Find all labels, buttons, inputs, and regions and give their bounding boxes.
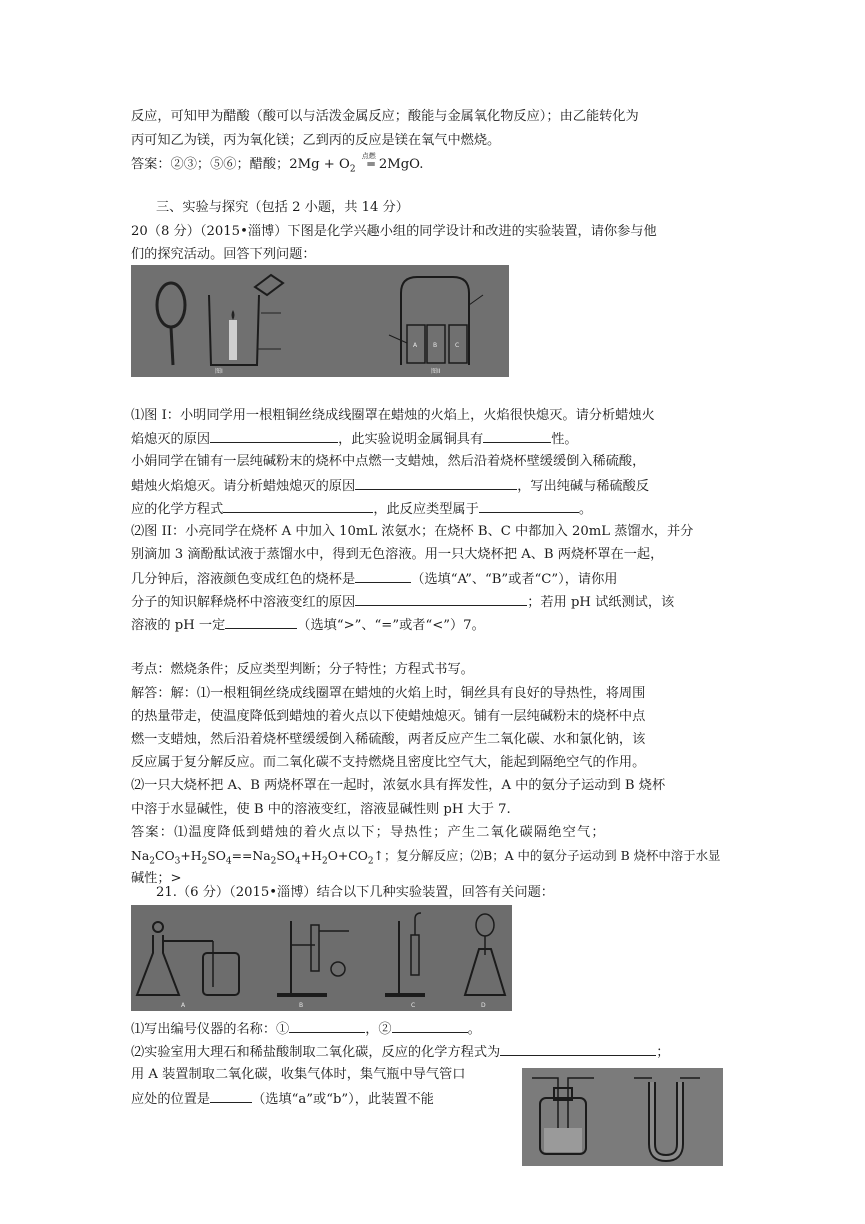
beaker-label-c: C xyxy=(455,342,460,349)
experiment-figure-1 xyxy=(131,265,509,377)
apparatus-drawing xyxy=(522,1068,723,1166)
subscript: 2 xyxy=(270,856,277,867)
reaction-condition: 点燃 xyxy=(361,152,376,160)
apparatus-label-d: D xyxy=(481,1002,486,1009)
question-text: ⑵实验室用大理石和稀盐酸制取二氧化碳，反应的化学方程式为 xyxy=(131,1045,501,1060)
question-text: 溶液的 pH 一定 xyxy=(131,618,226,633)
question-line xyxy=(131,476,649,497)
question-text: （选填“>”、“=”或者“<”）7。 xyxy=(297,618,485,633)
answer-blank[interactable] xyxy=(355,592,527,606)
answer-blank[interactable] xyxy=(210,1089,252,1103)
question-line xyxy=(131,499,592,520)
question-stem: 们的探究活动。回答下列问题： xyxy=(131,247,316,262)
experiment-figure-2 xyxy=(131,905,512,1011)
answer-equation xyxy=(131,846,720,866)
apparatus-label-b: B xyxy=(299,1002,304,1009)
question-text: ，此反应类型属于 xyxy=(373,502,479,517)
question-line: 用 A 装置制取二氧化碳，收集气体时，集气瓶中导气管口 xyxy=(131,1067,466,1082)
question-text: 应的化学方程式 xyxy=(131,502,224,517)
answer-blank[interactable] xyxy=(479,499,579,513)
question-line xyxy=(131,615,485,636)
question-text: ； xyxy=(656,1045,670,1060)
eq-part: O+CO xyxy=(327,848,368,863)
subscript: 2 xyxy=(321,856,328,867)
answer-blank[interactable] xyxy=(223,499,373,513)
eq-part: ↑；复分解反应；⑵B；A 中的氨分子运动到 B 烧杯中溶于水显 xyxy=(373,848,721,863)
question-text: 。 xyxy=(467,1022,481,1037)
solution-line: 中溶于水显碱性，使 B 中的溶液变红，溶液显碱性则 pH 大于 7. xyxy=(131,802,511,817)
eq-part: SO xyxy=(207,848,226,863)
solution-line: ⑵一只大烧杯把 A、B 两烧杯罩在一起时，浓氨水具有挥发性，A 中的氨分子运动到 B 烧杯 xyxy=(131,778,666,793)
section-heading: 三、实验与探究（包括 2 小题，共 14 分） xyxy=(156,200,409,215)
solution-line: 解答：解：⑴一根粗铜丝绕成线圈罩在蜡烛的火焰上时，铜丝具有良好的导热性，将周围 xyxy=(131,686,646,701)
question-stem: 20（8 分）（2015•淄博）下图是化学兴趣小组的同学设计和改进的实验装置，请你参与他 xyxy=(131,224,657,239)
question-stem: 21.（6 分）（2015•淄博）结合以下几种实验装置，回答有关问题： xyxy=(156,885,554,900)
apparatus-drawing xyxy=(131,265,509,377)
question-text: 性。 xyxy=(551,432,578,447)
answer-blank[interactable] xyxy=(392,1019,468,1033)
question-part-1 xyxy=(131,1019,481,1040)
answer-line: 碱性；> xyxy=(131,871,182,886)
question-text: 应处的位置是 xyxy=(131,1092,211,1107)
question-text: ，写出纯碱与稀硫酸反 xyxy=(517,479,650,494)
question-text: 蜡烛火焰熄灭。请分析蜡烛熄灭的原因 xyxy=(131,479,356,494)
question-text: 焰熄灭的原因 xyxy=(131,432,211,447)
experiment-figure-3 xyxy=(522,1068,723,1166)
answer-blank[interactable] xyxy=(355,476,517,490)
answer-blank[interactable] xyxy=(289,1019,365,1033)
subscript: 2 xyxy=(201,856,208,867)
beaker-label-b: B xyxy=(433,342,438,349)
answer-blank[interactable] xyxy=(500,1042,656,1056)
solution-line: 反应属于复分解反应。而二氧化碳不支持燃烧且密度比空气大，能起到隔绝空气的作用。 xyxy=(131,755,646,770)
answer-text: 2MgO. xyxy=(374,157,424,172)
question-line xyxy=(131,569,617,590)
text-line: 丙可知乙为镁，丙为氧化镁；乙到丙的反应是镁在氧气中燃烧。 xyxy=(131,133,501,148)
question-part-2: ⑵图 II：小亮同学在烧杯 A 中加入 10mL 浓氨水；在烧杯 B、C 中都加入 20mL 蒸馏水，并分 xyxy=(131,524,694,539)
test-points: 考点：燃烧条件；反应类型判断；分子特性；方程式书写。 xyxy=(131,662,474,677)
answer-blank[interactable] xyxy=(210,429,338,443)
eq-part: CO xyxy=(154,848,175,863)
subscript: 4 xyxy=(225,856,232,867)
subscript: 2 xyxy=(349,164,356,175)
subscript: 4 xyxy=(295,856,301,867)
question-part-2 xyxy=(131,1042,669,1063)
answer-blank[interactable] xyxy=(355,569,411,583)
eq-part: Na xyxy=(131,848,150,863)
apparatus-label-c: C xyxy=(411,1002,416,1009)
eq-part: +H xyxy=(180,848,202,863)
beaker-label-a: A xyxy=(413,342,418,349)
answer-blank[interactable] xyxy=(225,615,297,629)
question-line: 别滴加 3 滴酚酞试液于蒸馏水中，得到无色溶液。用一只大烧杯把 A、B 两烧杯罩在一起， xyxy=(131,547,664,562)
text-line: 反应，可知甲为醋酸（酸可以与活泼金属反应；酸能与金属氧化物反应）；由乙能转化为 xyxy=(131,109,639,124)
question-text: 。 xyxy=(578,502,592,517)
question-text: ；若用 pH 试纸测试，该 xyxy=(527,595,675,610)
solution-line: 燃一支蜡烛，然后沿着烧杯壁缓缓倒入稀硫酸，两者反应产生二氧化碳、水和氯化钠，该 xyxy=(131,732,646,747)
answer-line: 答案：⑴温度降低到蜡烛的着火点以下；导热性；产生二氧化碳隔绝空气； xyxy=(131,825,606,840)
question-text: （选填“a”或“b”），此装置不能 xyxy=(252,1092,434,1107)
subscript: 3 xyxy=(174,856,181,867)
question-line: 小娟同学在铺有一层纯碱粉末的烧杯中点燃一支蜡烛，然后沿着烧杯壁缓缓倒入稀硫酸， xyxy=(131,454,646,469)
reaction-arrow: 点燃 ═ xyxy=(360,154,375,174)
answer-text: 答案：②③；⑤⑥；醋酸；2Mg + O xyxy=(131,157,350,172)
apparatus-drawing xyxy=(131,905,512,1011)
question-line xyxy=(131,592,674,613)
question-text: ⑴写出编号仪器的名称：① xyxy=(131,1022,290,1037)
question-line xyxy=(131,1089,434,1110)
eq-part: +H xyxy=(300,848,322,863)
question-text: （选填“A”、“B”或者“C”），请你用 xyxy=(411,572,618,587)
question-text: 分子的知识解释烧杯中溶液变红的原因 xyxy=(131,595,356,610)
solution-line: 的热量带走，使温度降低到蜡烛的着火点以下使蜡烛熄灭。铺有一层纯碱粉末的烧杯中点 xyxy=(131,709,646,724)
question-text: ，此实验说明金属铜具有 xyxy=(338,432,484,447)
subscript: 2 xyxy=(149,856,155,867)
figure-caption: 图I xyxy=(215,368,223,375)
question-text: ，② xyxy=(365,1022,392,1037)
question-line xyxy=(131,429,578,450)
answer-blank[interactable] xyxy=(483,429,551,443)
eq-part: ==Na xyxy=(231,848,271,863)
question-text: 几分钟后，溶液颜色变成红色的烧杯是 xyxy=(131,572,356,587)
apparatus-label-a: A xyxy=(181,1002,186,1009)
answer-line xyxy=(131,154,423,175)
question-part-1: ⑴图 I：小明同学用一根粗铜丝绕成线圈罩在蜡烛的火焰上，火焰很快熄灭。请分析蜡烛火 xyxy=(131,408,655,423)
subscript: 2 xyxy=(367,856,374,867)
figure-caption: 图II xyxy=(431,368,441,375)
eq-part: SO xyxy=(276,848,296,863)
